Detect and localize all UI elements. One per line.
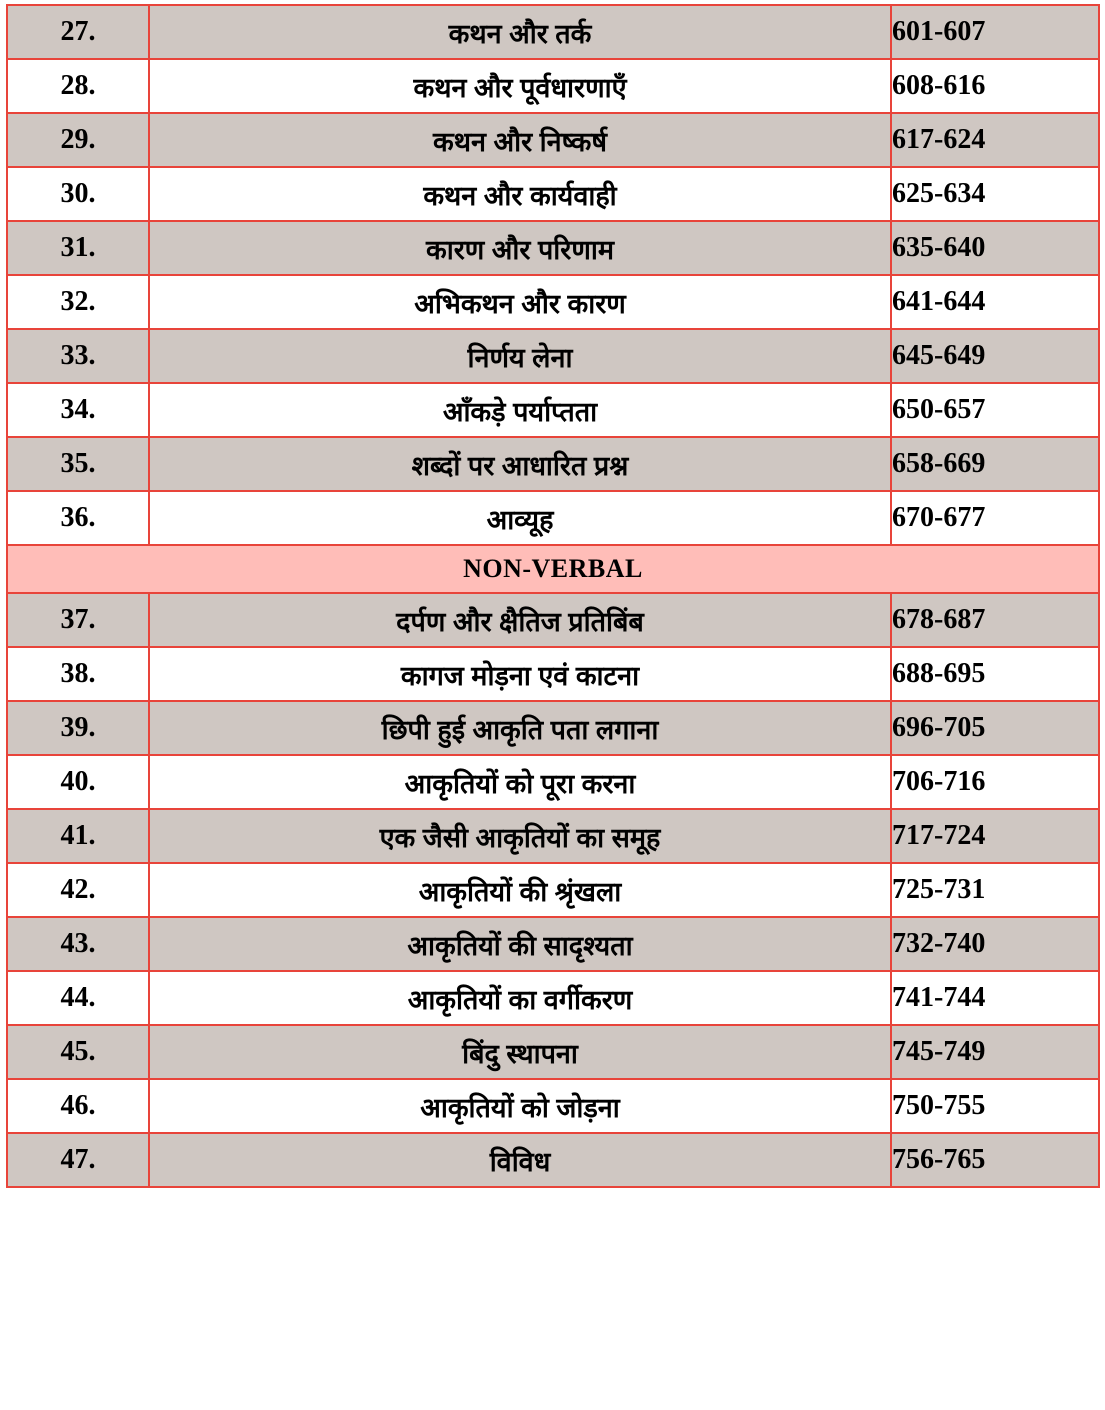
chapter-title: दर्पण और क्षैतिज प्रतिबिंब [149,593,891,647]
chapter-title: कथन और कार्यवाही [149,167,891,221]
chapter-title: बिंदु स्थापना [149,1025,891,1079]
page-range: 670-677 [891,491,1099,545]
document-page [0,4,1105,1410]
section-header-row [7,545,1099,593]
table-row [7,221,1099,275]
table-row [7,5,1099,59]
chapter-title: आकृतियों की श्रृंखला [149,863,891,917]
table-row [7,593,1099,647]
page-range: 625-634 [891,167,1099,221]
chapter-title: अभिकथन और कारण [149,275,891,329]
table-row [7,917,1099,971]
page-range: 725-731 [891,863,1099,917]
page-range: 696-705 [891,701,1099,755]
page-range: 645-649 [891,329,1099,383]
page-range: 732-740 [891,917,1099,971]
page-range: 601-607 [891,5,1099,59]
table-row [7,275,1099,329]
page-range: 658-669 [891,437,1099,491]
table-row [7,1133,1099,1187]
page-range: 706-716 [891,755,1099,809]
chapter-title: आकृतियों को पूरा करना [149,755,891,809]
page-range: 608-616 [891,59,1099,113]
row-index: 30. [7,167,149,221]
table-row [7,863,1099,917]
chapter-title: शब्दों पर आधारित प्रश्न [149,437,891,491]
page-range: 741-744 [891,971,1099,1025]
row-index: 41. [7,809,149,863]
table-row [7,809,1099,863]
row-index: 46. [7,1079,149,1133]
row-index: 45. [7,1025,149,1079]
chapter-title: आँकड़े पर्याप्तता [149,383,891,437]
chapter-title: एक जैसी आकृतियों का समूह [149,809,891,863]
chapter-title: आकृतियों की सादृश्यता [149,917,891,971]
row-index: 44. [7,971,149,1025]
page-range: 678-687 [891,593,1099,647]
table-row [7,1025,1099,1079]
row-index: 29. [7,113,149,167]
row-index: 36. [7,491,149,545]
table-row [7,971,1099,1025]
page-range: 688-695 [891,647,1099,701]
chapter-title: विविध [149,1133,891,1187]
row-index: 27. [7,5,149,59]
row-index: 34. [7,383,149,437]
row-index: 42. [7,863,149,917]
chapter-title: कथन और पूर्वधारणाएँ [149,59,891,113]
chapter-title: कागज मोड़ना एवं काटना [149,647,891,701]
row-index: 28. [7,59,149,113]
page-range: 617-624 [891,113,1099,167]
table-row [7,113,1099,167]
table-row [7,755,1099,809]
chapter-title: कथन और तर्क [149,5,891,59]
row-index: 31. [7,221,149,275]
table-row [7,167,1099,221]
table-row [7,437,1099,491]
chapter-title: निर्णय लेना [149,329,891,383]
table-row [7,701,1099,755]
toc-body [7,5,1099,1187]
chapter-title: कारण और परिणाम [149,221,891,275]
row-index: 43. [7,917,149,971]
row-index: 47. [7,1133,149,1187]
row-index: 33. [7,329,149,383]
page-range: 750-755 [891,1079,1099,1133]
page-range: 756-765 [891,1133,1099,1187]
table-row [7,383,1099,437]
row-index: 40. [7,755,149,809]
section-header-label: NON-VERBAL [7,545,1099,593]
table-row [7,491,1099,545]
page-range: 641-644 [891,275,1099,329]
table-row [7,59,1099,113]
chapter-title: आव्यूह [149,491,891,545]
chapter-title: आकृतियों का वर्गीकरण [149,971,891,1025]
page-range: 745-749 [891,1025,1099,1079]
page-range: 717-724 [891,809,1099,863]
table-of-contents [6,4,1100,1188]
row-index: 35. [7,437,149,491]
row-index: 38. [7,647,149,701]
table-row [7,329,1099,383]
table-row [7,1079,1099,1133]
row-index: 32. [7,275,149,329]
page-range: 635-640 [891,221,1099,275]
chapter-title: कथन और निष्कर्ष [149,113,891,167]
row-index: 37. [7,593,149,647]
page-range: 650-657 [891,383,1099,437]
chapter-title: आकृतियों को जोड़ना [149,1079,891,1133]
chapter-title: छिपी हुई आकृति पता लगाना [149,701,891,755]
row-index: 39. [7,701,149,755]
table-row [7,647,1099,701]
